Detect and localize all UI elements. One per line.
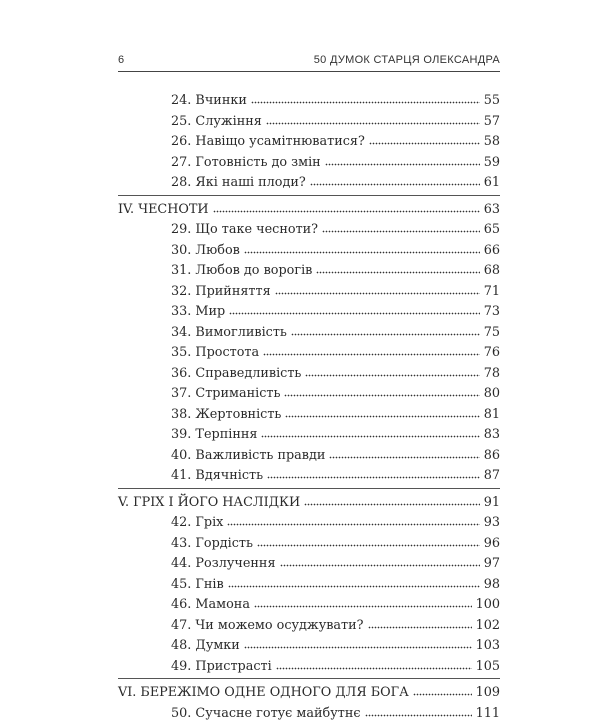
toc-chapter-entry xyxy=(118,533,500,554)
dot-leader xyxy=(266,111,480,125)
dot-leader xyxy=(275,281,480,295)
toc-entry-title: 43. Гордість xyxy=(171,534,255,555)
toc-entry-title: 34. Вимогливість xyxy=(171,323,289,344)
toc-entry-title: 36. Справедливість xyxy=(171,364,303,385)
dot-leader xyxy=(267,465,480,479)
dot-leader xyxy=(365,703,472,717)
dot-leader xyxy=(284,383,479,397)
dot-leader xyxy=(285,404,479,418)
dot-leader xyxy=(322,219,480,233)
toc-chapter-entry xyxy=(118,635,500,656)
dot-leader xyxy=(304,492,480,506)
toc-entry-page: 59 xyxy=(484,153,500,174)
dot-leader xyxy=(228,574,480,588)
toc-chapter-entry xyxy=(118,512,500,533)
toc-entry-page: 68 xyxy=(484,261,500,282)
toc-chapter-entry xyxy=(118,240,500,261)
header-rule xyxy=(118,71,500,72)
toc-entry-page: 63 xyxy=(484,200,500,221)
toc-entry-page: 109 xyxy=(476,683,500,704)
toc-chapter-entry xyxy=(118,219,500,240)
toc-entry-title: 46. Мамона xyxy=(171,595,252,616)
toc-entry-page: 83 xyxy=(484,425,500,446)
dot-leader xyxy=(251,90,480,104)
toc-part-entry xyxy=(118,199,500,220)
toc-entry-page: 75 xyxy=(484,323,500,344)
table-of-contents xyxy=(118,90,500,723)
toc-chapter-entry xyxy=(118,342,500,363)
toc-entry-page: 66 xyxy=(484,241,500,262)
toc-entry-page: 80 xyxy=(484,384,500,405)
toc-chapter-entry xyxy=(118,615,500,636)
dot-leader xyxy=(213,199,480,213)
toc-chapter-entry xyxy=(118,172,500,193)
toc-chapter-entry xyxy=(118,90,500,111)
toc-entry-title: 33. Мир xyxy=(171,302,227,323)
toc-chapter-entry xyxy=(118,404,500,425)
toc-entry-title: 38. Жертовність xyxy=(171,405,283,426)
toc-entry-title: 32. Прийняття xyxy=(171,282,273,303)
toc-entry-page: 96 xyxy=(484,534,500,555)
toc-entry-title: IV. ЧЕСНОТИ xyxy=(118,200,211,221)
page-number: 6 xyxy=(118,54,124,66)
toc-entry-title: V. ГРІХ І ЙОГО НАСЛІДКИ xyxy=(118,493,302,514)
dot-leader xyxy=(413,682,472,696)
dot-leader xyxy=(229,301,479,315)
toc-entry-page: 78 xyxy=(484,364,500,385)
toc-entry-page: 87 xyxy=(484,466,500,487)
toc-entry-page: 81 xyxy=(484,405,500,426)
toc-entry-page: 73 xyxy=(484,302,500,323)
toc-chapter-entry xyxy=(118,152,500,173)
book-title: 50 ДУМОК СТАРЦЯ ОЛЕКСАНДРА xyxy=(314,54,500,66)
toc-entry-title: 39. Терпіння xyxy=(171,425,259,446)
toc-chapter-entry xyxy=(118,574,500,595)
toc-entry-title: 35. Простота xyxy=(171,343,261,364)
dot-leader xyxy=(227,512,479,526)
dot-leader xyxy=(369,131,480,145)
toc-part-entry xyxy=(118,682,500,703)
toc-entry-page: 65 xyxy=(484,220,500,241)
dot-leader xyxy=(368,615,472,629)
toc-entry-title: 44. Розлучення xyxy=(171,554,278,575)
toc-part-entry xyxy=(118,492,500,513)
toc-chapter-entry xyxy=(118,424,500,445)
toc-chapter-entry xyxy=(118,465,500,486)
dot-leader xyxy=(263,342,480,356)
toc-chapter-entry xyxy=(118,363,500,384)
toc-entry-page: 58 xyxy=(484,132,500,153)
toc-entry-page: 86 xyxy=(484,446,500,467)
toc-entry-title: 24. Вчинки xyxy=(171,91,249,112)
dot-leader xyxy=(310,172,480,186)
toc-entry-page: 71 xyxy=(484,282,500,303)
dot-leader xyxy=(280,553,480,567)
toc-entry-title: 29. Що таке чесноти? xyxy=(171,220,320,241)
toc-entry-page: 93 xyxy=(484,513,500,534)
toc-entry-title: 30. Любов xyxy=(171,241,242,262)
dot-leader xyxy=(244,240,480,254)
toc-chapter-entry xyxy=(118,553,500,574)
toc-entry-title: 45. Гнів xyxy=(171,575,226,596)
dot-leader xyxy=(316,260,479,274)
dot-leader xyxy=(276,656,472,670)
toc-entry-title: 48. Думки xyxy=(171,636,242,657)
toc-entry-page: 55 xyxy=(484,91,500,112)
toc-entry-page: 76 xyxy=(484,343,500,364)
separator-rule xyxy=(118,195,500,196)
toc-entry-title: 26. Навіщо усамітнюватися? xyxy=(171,132,367,153)
toc-entry-title: VI. БЕРЕЖІМО ОДНЕ ОДНОГО ДЛЯ БОГА xyxy=(118,683,411,704)
toc-chapter-entry xyxy=(118,322,500,343)
toc-chapter-entry xyxy=(118,260,500,281)
toc-entry-page: 105 xyxy=(476,657,500,678)
toc-entry-page: 100 xyxy=(476,595,500,616)
toc-entry-page: 111 xyxy=(476,704,500,724)
toc-entry-title: 27. Готовність до змін xyxy=(171,153,323,174)
separator-rule xyxy=(118,488,500,489)
toc-entry-page: 57 xyxy=(484,112,500,133)
dot-leader xyxy=(325,152,480,166)
dot-leader xyxy=(305,363,479,377)
toc-chapter-entry xyxy=(118,131,500,152)
toc-entry-page: 97 xyxy=(484,554,500,575)
toc-entry-title: 28. Які наші плоди? xyxy=(171,173,308,194)
dot-leader xyxy=(329,445,479,459)
toc-chapter-entry xyxy=(118,281,500,302)
page-header xyxy=(118,54,500,66)
toc-chapter-entry xyxy=(118,656,500,677)
dot-leader xyxy=(291,322,480,336)
toc-entry-title: 40. Важливість правди xyxy=(171,446,327,467)
toc-entry-page: 91 xyxy=(484,493,500,514)
dot-leader xyxy=(257,533,480,547)
toc-entry-page: 98 xyxy=(484,575,500,596)
toc-entry-title: 31. Любов до ворогів xyxy=(171,261,314,282)
toc-entry-title: 41. Вдячність xyxy=(171,466,265,487)
dot-leader xyxy=(261,424,479,438)
toc-entry-title: 50. Сучасне готує майбутнє xyxy=(171,704,363,724)
toc-chapter-entry xyxy=(118,111,500,132)
toc-chapter-entry xyxy=(118,445,500,466)
toc-entry-page: 103 xyxy=(476,636,500,657)
toc-entry-page: 102 xyxy=(476,616,500,637)
toc-entry-title: 42. Гріх xyxy=(171,513,225,534)
dot-leader xyxy=(254,594,472,608)
separator-rule xyxy=(118,678,500,679)
toc-entry-page: 61 xyxy=(484,173,500,194)
toc-entry-title: 25. Служіння xyxy=(171,112,264,133)
toc-chapter-entry xyxy=(118,594,500,615)
toc-entry-title: 37. Стриманість xyxy=(171,384,282,405)
toc-chapter-entry xyxy=(118,301,500,322)
dot-leader xyxy=(244,635,472,649)
toc-entry-title: 47. Чи можемо осуджувати? xyxy=(171,616,366,637)
toc-chapter-entry xyxy=(118,383,500,404)
toc-entry-title: 49. Пристрасті xyxy=(171,657,274,678)
